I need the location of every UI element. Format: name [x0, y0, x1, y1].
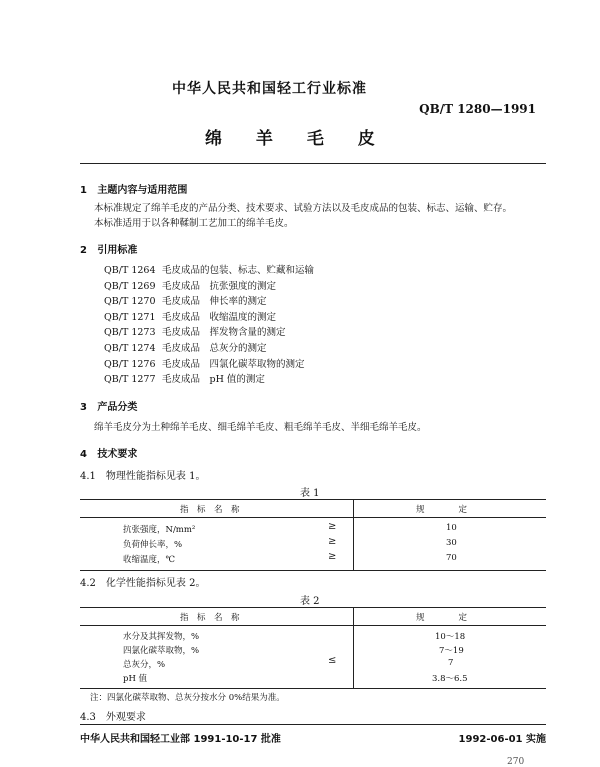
subsection-4-3: 4.3 外观要求: [80, 712, 146, 723]
table-header: [80, 500, 546, 518]
section-3-paragraph: 绵羊毛皮分为土种绵羊毛皮、细毛绵羊毛皮、粗毛绵羊毛皮、半细毛绵羊毛皮。: [94, 422, 427, 433]
subsection-4-1: 4.1 物理性能指标见表 1。: [80, 471, 206, 482]
operator-symbol: ≥: [328, 536, 337, 547]
reference-item: QB/T 1277 毛皮成品 pH 值的测定: [104, 374, 265, 386]
operator-symbol: ≤: [328, 655, 337, 666]
section-2-heading: [80, 241, 137, 256]
table-row-name: 负荷伸长率，%: [123, 540, 183, 550]
section-1-paragraph-1: 本标准规定了绵羊毛皮的产品分类、技术要求、试验方法以及毛皮成品的包装、标志、运输、贮存。: [94, 203, 513, 214]
section-1-heading: [80, 181, 187, 196]
indicator-header: 指 标 名 称: [180, 613, 240, 623]
column-divider: [353, 608, 354, 688]
section-number: 2: [80, 245, 87, 256]
operator-symbol: ≥: [328, 521, 337, 532]
reference-item: QB/T 1271 毛皮成品 收缩温度的测定: [104, 311, 277, 323]
header-rule: [80, 163, 546, 164]
section-title: 主题内容与适用范围: [97, 185, 188, 196]
table-row-value: 30: [446, 538, 457, 548]
page-number: 270: [507, 757, 525, 767]
table-2-note: 注：四氯化碳萃取物、总灰分按水分 0%结果为准。: [90, 693, 285, 703]
reference-item: QB/T 1273 毛皮成品 挥发物含量的测定: [104, 327, 286, 339]
effective-date: 1992-06-01 实施: [458, 734, 546, 745]
table-row-name: 总灰分，%: [123, 660, 166, 670]
section-title: 引用标准: [97, 245, 138, 256]
footer-rule: [80, 724, 546, 725]
section-number: 1: [80, 185, 87, 196]
table-row-value: 7～19: [439, 646, 464, 656]
column-divider: [353, 500, 354, 570]
reference-item: QB/T 1270 毛皮成品 伸长率的测定: [104, 296, 267, 308]
indicator-header: 指 标 名 称: [180, 505, 240, 515]
table-2-caption: 表 2: [300, 596, 320, 607]
table-1: [80, 499, 546, 571]
section-3-heading: [80, 398, 137, 413]
table-row-name: pH 值: [123, 674, 148, 684]
section-1-paragraph-2: 本标准适用于以各种鞣制工艺加工的绵羊毛皮。: [94, 218, 294, 229]
reference-list: [104, 263, 314, 388]
table-row-name: 四氯化碳萃取物，%: [123, 646, 200, 656]
section-4-heading: [80, 445, 137, 460]
table-row-value: 7: [448, 658, 454, 668]
document-title: 绵 羊 毛 皮: [205, 129, 389, 149]
section-title: 技术要求: [97, 449, 138, 460]
reference-item: QB/T 1264 毛皮成品的包装、标志、贮藏和运输: [104, 265, 315, 276]
spec-header: 规 定: [416, 505, 468, 515]
section-title: 产品分类: [97, 402, 138, 413]
table-2: [80, 607, 546, 689]
section-number: 3: [80, 402, 87, 413]
table-row-name: 收缩温度，℃: [123, 555, 176, 565]
standard-code: QB/T 1280—1991: [419, 102, 536, 116]
standard-name: 中华人民共和国轻工行业标准: [172, 81, 367, 97]
table-row-value: 3.8～6.5: [432, 674, 468, 684]
reference-item: QB/T 1269 毛皮成品 抗张强度的测定: [104, 280, 277, 292]
section-number: 4: [80, 449, 87, 460]
reference-item: QB/T 1276 毛皮成品 四氯化碳萃取物的测定: [104, 358, 305, 370]
table-row-value: 10～18: [435, 632, 466, 642]
issue-info: 中华人民共和国轻工业部 1991-10-17 批准: [80, 734, 281, 745]
table-row-name: 水分及其挥发物，%: [123, 632, 200, 642]
table-row-value: 70: [446, 553, 457, 563]
table-row-name: 抗张强度，N/mm²: [123, 525, 196, 535]
table-row-value: 10: [446, 523, 457, 533]
spec-header: 规 定: [416, 613, 468, 623]
table-header: [80, 608, 546, 626]
subsection-4-2: 4.2 化学性能指标见表 2。: [80, 578, 206, 589]
operator-symbol: ≥: [328, 551, 337, 562]
reference-item: QB/T 1274 毛皮成品 总灰分的测定: [104, 342, 267, 354]
table-1-caption: 表 1: [300, 488, 320, 499]
